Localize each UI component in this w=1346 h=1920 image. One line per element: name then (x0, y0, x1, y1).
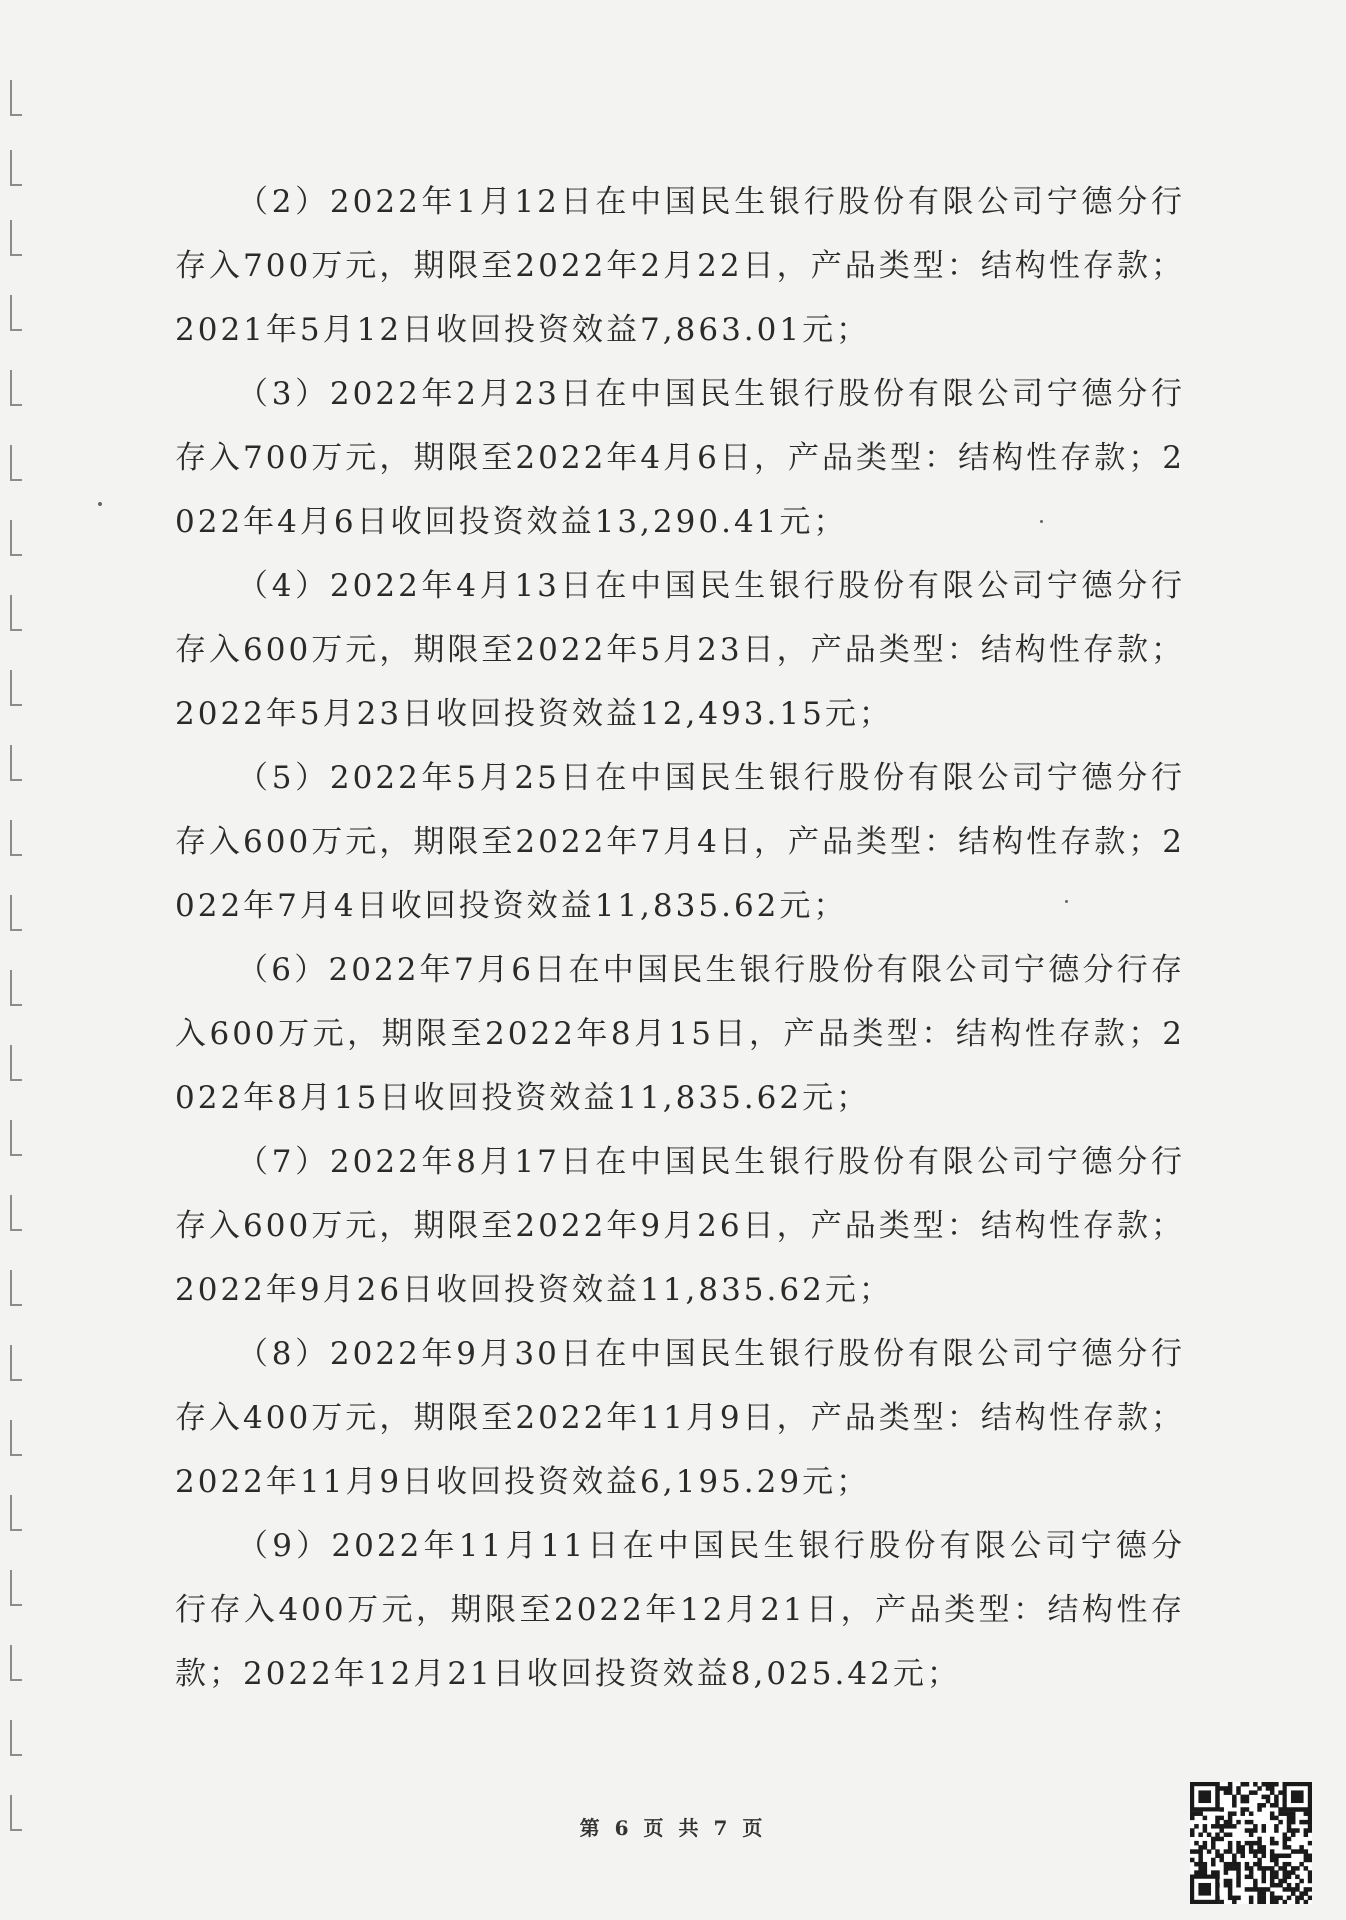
qr-code-icon (1190, 1782, 1312, 1904)
paragraph-item-2: （2）2022年1月12日在中国民生银行股份有限公司宁德分行存入700万元，期限至2022年2月22日，产品类型：结构性存款；2021年5月12日收回投资效益7,863.01元； (175, 184, 1185, 348)
scan-speck (98, 502, 102, 506)
binding-holes (0, 70, 30, 1870)
paragraph-item-6: （6）2022年7月6日在中国民生银行股份有限公司宁德分行存入600万元，期限至2022年8月15日，产品类型：结构性存款；2022年8月15日收回投资效益11,835.62元； (175, 952, 1185, 1116)
paragraph-item-4: （4）2022年4月13日在中国民生银行股份有限公司宁德分行存入600万元，期限至2022年5月23日，产品类型：结构性存款；2022年5月23日收回投资效益12,493.15元； (175, 568, 1185, 732)
paragraph-item-7: （7）2022年8月17日在中国民生银行股份有限公司宁德分行存入600万元，期限至2022年9月26日，产品类型：结构性存款；2022年9月26日收回投资效益11,835.62元； (175, 1144, 1185, 1308)
paragraph-item-5: （5）2022年5月25日在中国民生银行股份有限公司宁德分行存入600万元，期限至2022年7月4日，产品类型：结构性存款；2022年7月4日收回投资效益11,835.62元； (175, 760, 1185, 924)
body-text (175, 170, 1185, 1706)
page-number: 第 6 页 共 7 页 (579, 1816, 767, 1840)
paragraph-item-9: （9）2022年11月11日在中国民生银行股份有限公司宁德分行存入400万元，期限至2022年12月21日，产品类型：结构性存款；2022年12月21日收回投资效益8,025.42元； (175, 1528, 1185, 1692)
paragraph-item-3: （3）2022年2月23日在中国民生银行股份有限公司宁德分行存入700万元，期限至2022年4月6日，产品类型：结构性存款；2022年4月6日收回投资效益13,290.41元； (175, 376, 1185, 540)
paragraph-item-8: （8）2022年9月30日在中国民生银行股份有限公司宁德分行存入400万元，期限至2022年11月9日，产品类型：结构性存款；2022年11月9日收回投资效益6,195.29元； (175, 1336, 1185, 1500)
